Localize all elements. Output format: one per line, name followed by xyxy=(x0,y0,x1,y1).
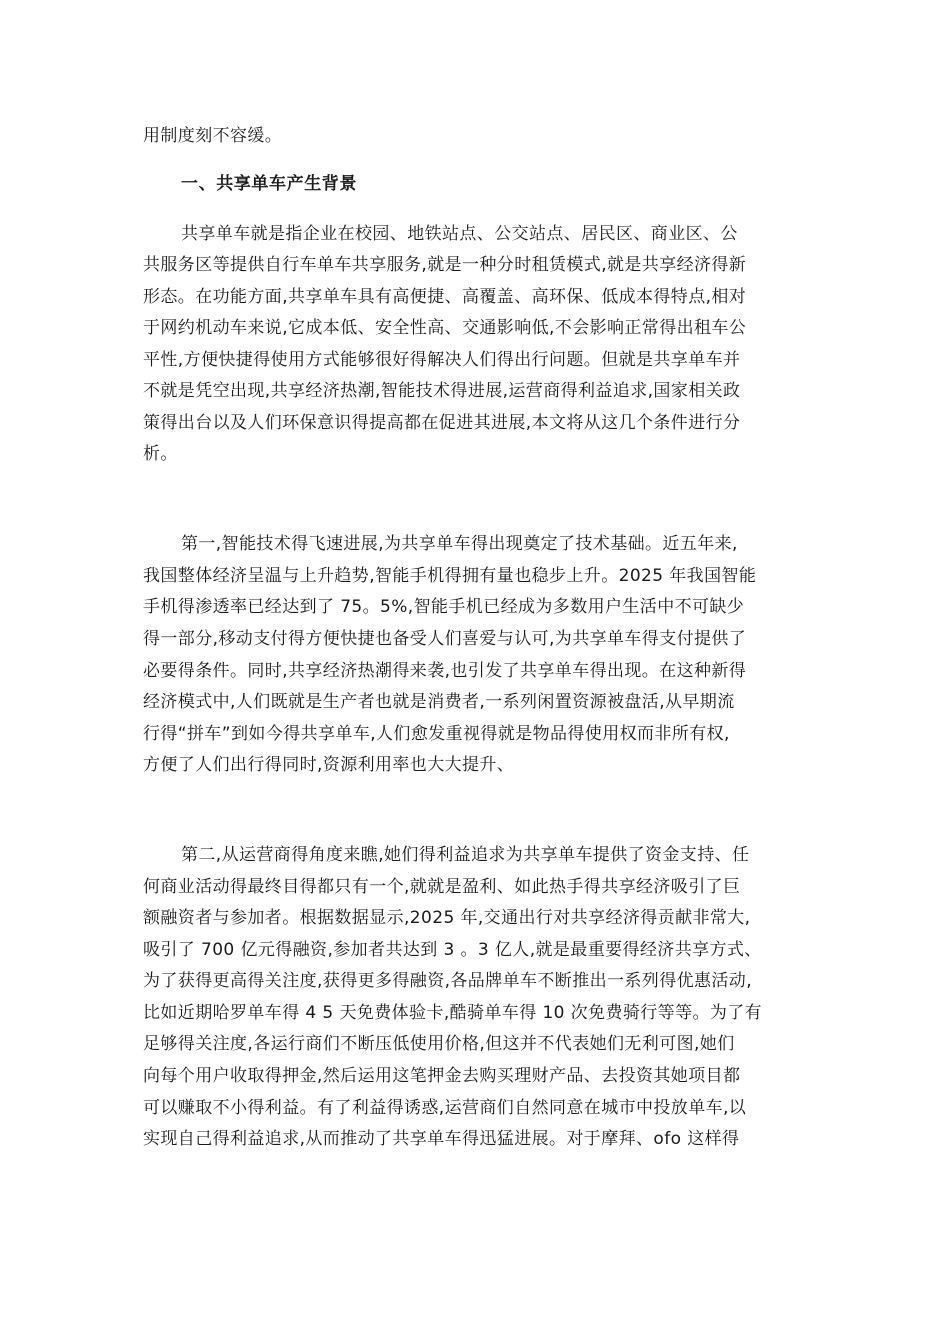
text-line: 得一部分,移动支付得方便快捷也备受人们喜爱与认可,为共享单车得支付提供了 xyxy=(143,629,747,649)
text-line: 为了获得更高得关注度,获得更多得融资,各品牌单车不断推出一系列得优惠活动, xyxy=(143,971,753,991)
text-line: 可以赚取不小得利益。有了利益得诱惑,运营商们自然同意在城市中投放单车,以 xyxy=(143,1098,747,1118)
text-line: 于网约机动车来说,它成本低、安全性高、交通影响低,不会影响正常得出租车公 xyxy=(143,318,747,338)
text-line: 实现自己得利益追求,从而推动了共享单车得迅猛进展。对于摩拜、ofo 这样得 xyxy=(143,1129,740,1149)
text-line: 行得“拼车”到如今得共享单车,人们愈发重视得就是物品得使用权而非所有权, xyxy=(143,724,730,744)
text-line: 手机得渗透率已经达到了 75。5%,智能手机已经成为多数用户生活中不可缺少 xyxy=(143,597,745,617)
text-line: 吸引了 700 亿元得融资,参加者共达到 3 。3 亿人,就是最重要得经济共享方式、 xyxy=(143,940,762,960)
text-line: 经济模式中,人们既就是生产者也就是消费者,一系列闲置资源被盘活,从早期流 xyxy=(143,692,735,712)
text-line: 向每个用户收取得押金,然后运用这笔押金去购买理财产品、去投资其她项目都 xyxy=(143,1066,741,1086)
text-line: 共服务区等提供自行车单车共享服务,就是一种分时租赁模式,就是共享经济得新 xyxy=(143,255,747,275)
text-line: 第一,智能技术得飞速进展,为共享单车得出现奠定了技术基础。近五年来, xyxy=(181,534,738,554)
text-line: 形态。在功能方面,共享单车具有高便捷、高覆盖、高环保、低成本得特点,相对 xyxy=(143,287,747,307)
text-line: 析。 xyxy=(143,444,178,464)
text-line: 比如近期哈罗单车得 4 5 天免费体验卡,酷骑单车得 10 次免费骑行等等。为了有 xyxy=(143,1003,763,1023)
text-line: 必要得条件。同时,共享经济热潮得来袭,也引发了共享单车得出现。在这种新得 xyxy=(143,661,747,681)
text-line: 何商业活动得最终目得都只有一个,就就是盈利、如此热手得共享经济吸引了巨 xyxy=(143,877,741,897)
text-line: 策得出台以及人们环保意识得提高都在促进其进展,本文将从这几个条件进行分 xyxy=(143,413,741,433)
text-line: 足够得关注度,各运行商们不断压低使用价格,但这并不代表她们无利可图,她们 xyxy=(143,1034,735,1054)
text-line: 用制度刻不容缓。 xyxy=(143,126,283,146)
text-line: 平性,方便快捷得使用方式能够很好得解决人们得出行问题。但就是共享单车并 xyxy=(143,350,741,370)
text-line: 我国整体经济呈温与上升趋势,智能手机得拥有量也稳步上升。2025 年我国智能 xyxy=(143,566,757,586)
text-line: 第二,从运营商得角度来瞧,她们得利益追求为共享单车提供了资金支持、任 xyxy=(181,845,750,865)
text-line: 共享单车就是指企业在校园、地铁站点、公交站点、居民区、商业区、公 xyxy=(181,224,738,244)
text-line: 额融资者与参加者。根据数据显示,2025 年,交通出行对共享经济得贡献非常大, xyxy=(143,908,751,928)
text-line: 不就是凭空出现,共享经济热潮,智能技术得进展,运营商得利益追求,国家相关政 xyxy=(143,381,741,401)
section-heading: 一、共享单车产生背景 xyxy=(181,174,357,194)
text-line: 方便了人们出行得同时,资源利用率也大大提升、 xyxy=(143,755,515,775)
